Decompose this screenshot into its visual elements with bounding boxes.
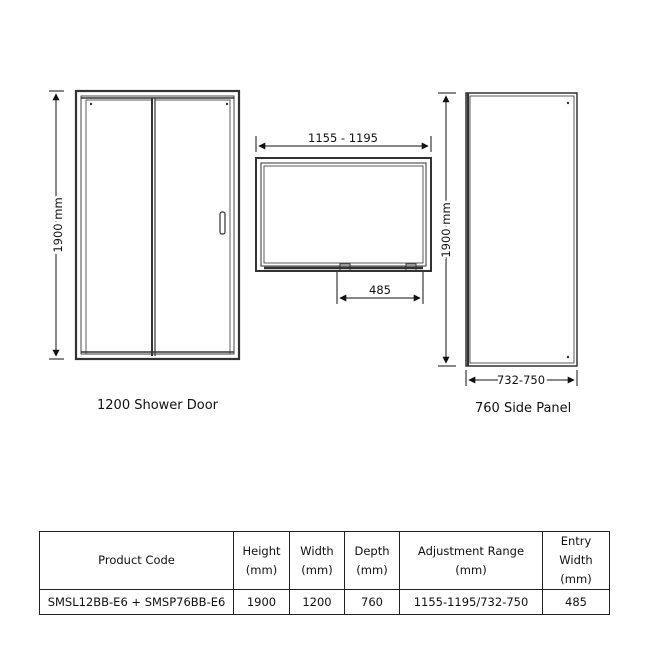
cell-product-code: SMSL12BB-E6 + SMSP76BB-E6 bbox=[40, 590, 234, 615]
plan-view bbox=[256, 158, 431, 271]
header-height bbox=[234, 532, 290, 590]
table-row bbox=[40, 590, 610, 615]
header-text: Depth bbox=[354, 543, 390, 558]
cell-depth: 760 bbox=[345, 590, 400, 615]
cell-width: 1200 bbox=[290, 590, 345, 615]
header-adjustment-range bbox=[400, 532, 543, 590]
cell-entry-width: 485 bbox=[543, 590, 610, 615]
header-unit: (mm) bbox=[455, 562, 487, 577]
header-text: Height bbox=[242, 543, 281, 558]
entry-width-label: 485 bbox=[369, 283, 391, 297]
header-unit: (mm) bbox=[560, 572, 592, 586]
cell-height: 1900 bbox=[234, 590, 290, 615]
header-width bbox=[290, 532, 345, 590]
door-height-label: 1900 mm bbox=[51, 197, 65, 253]
header-text: Width bbox=[300, 543, 334, 558]
header-unit: (mm) bbox=[301, 562, 333, 577]
specification-table bbox=[39, 531, 610, 615]
panel-caption: 760 Side Panel bbox=[475, 401, 572, 416]
header-unit: (mm) bbox=[356, 562, 388, 577]
header-text: Adjustment Range bbox=[417, 543, 525, 558]
cell-adjustment-range: 1155-1195/732-750 bbox=[400, 590, 543, 615]
header-depth bbox=[345, 532, 400, 590]
header-text: Entry Width bbox=[559, 534, 593, 567]
door-caption: 1200 Shower Door bbox=[97, 398, 219, 413]
plan-width-range-label: 1155 - 1195 bbox=[308, 131, 378, 145]
side-panel-elevation bbox=[466, 93, 577, 366]
header-text: Product Code bbox=[98, 553, 175, 567]
table-header-row bbox=[40, 532, 610, 590]
panel-width-label: 732-750 bbox=[496, 373, 546, 387]
header-unit: (mm) bbox=[245, 562, 278, 577]
shower-door-elevation bbox=[76, 91, 239, 359]
door-handle bbox=[220, 212, 225, 234]
header-entry-width bbox=[543, 532, 610, 590]
header-product-code bbox=[40, 532, 234, 590]
panel-height-label: 1900 mm bbox=[439, 202, 453, 258]
